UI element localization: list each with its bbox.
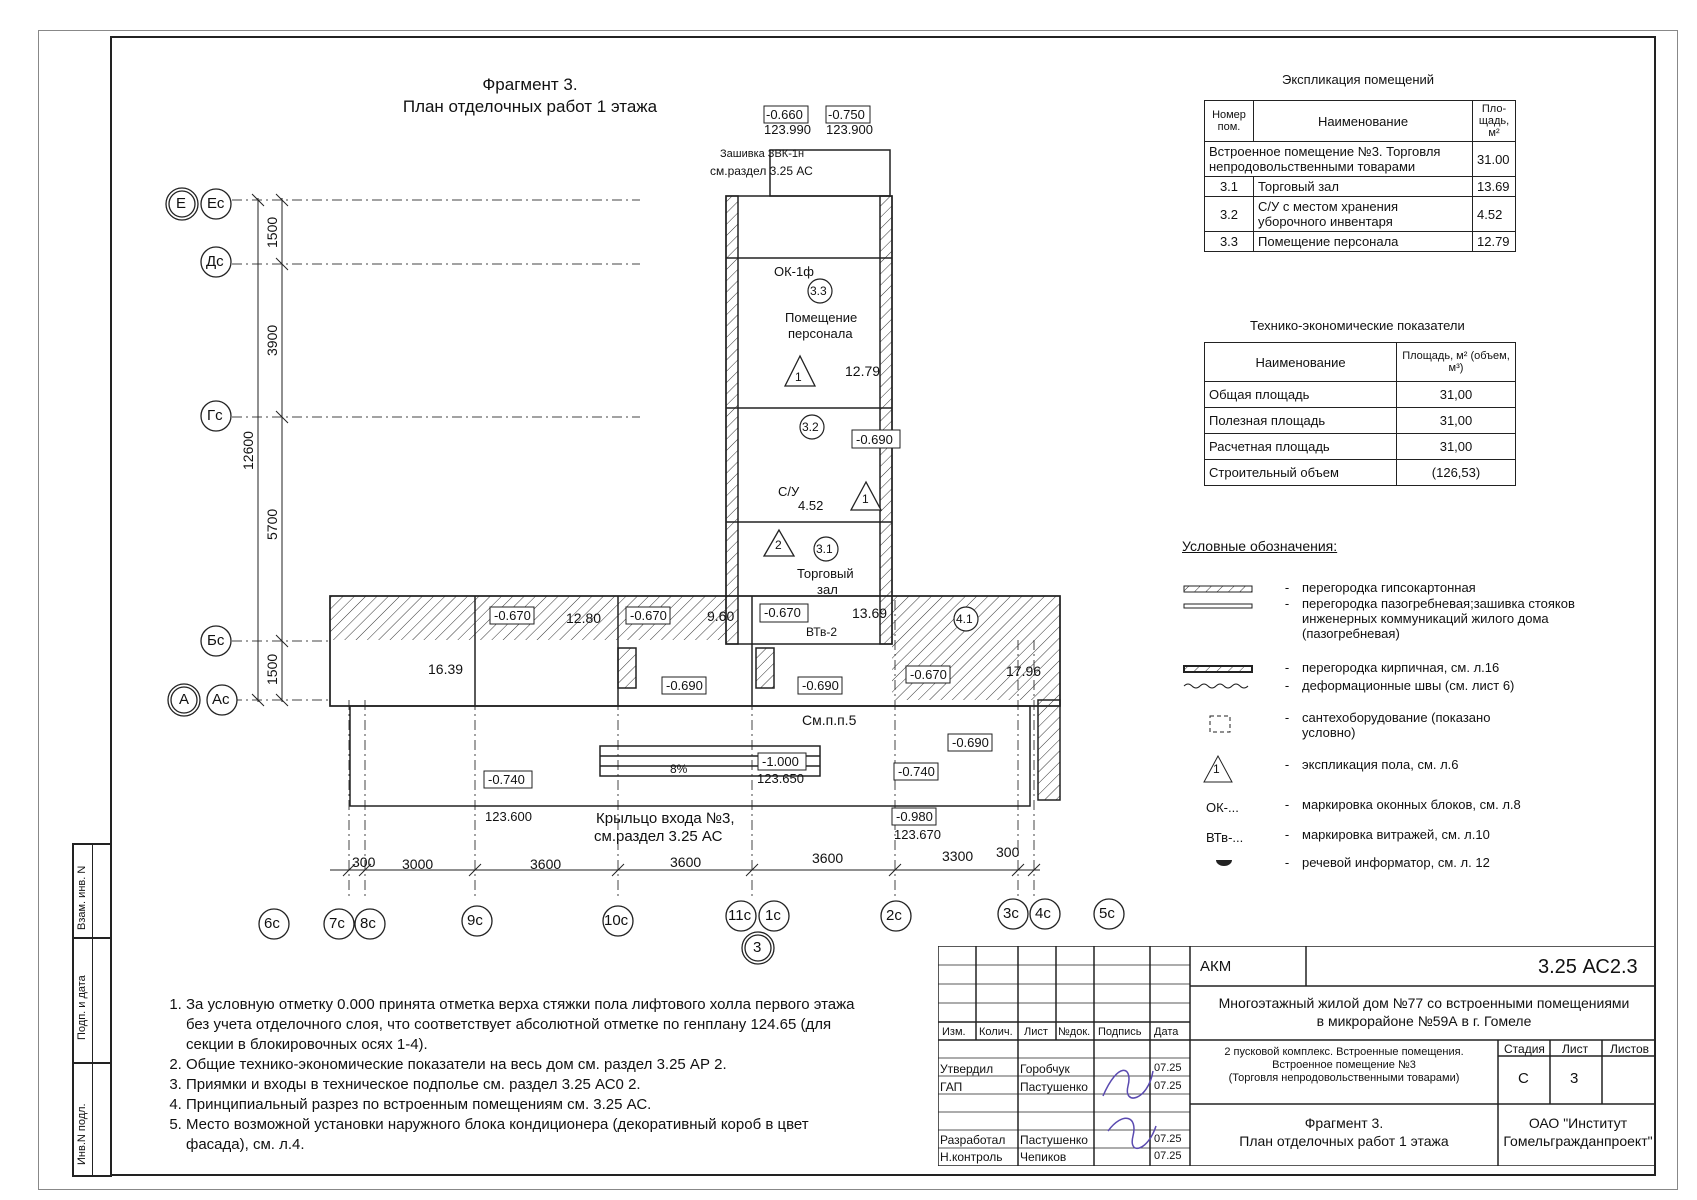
- tep-r2-name: Расчетная площадь: [1205, 434, 1397, 460]
- axis-8c: 8с: [360, 915, 376, 932]
- zashivka-note: Зашивка ЗВК-1н: [720, 148, 805, 160]
- stamp-project-line1: Многоэтажный жилой дом №77 со встроенными помещениями: [1218, 995, 1630, 1011]
- stamp-complex-1: 2 пусковой комплекс. Встроенные помещения.: [1224, 1046, 1464, 1058]
- legend-item: - экспликация пола, см. л.6: [1284, 757, 1459, 772]
- porch-label1: Крыльцо входа №3,: [596, 810, 735, 827]
- stamp-sheet-title-2: План отделочных работ 1 этажа: [1239, 1133, 1449, 1149]
- room-3-2-floor: 1: [862, 492, 869, 506]
- dim-h-3600b: 3600: [670, 854, 702, 870]
- note-1: 1. За условную отметку 0.000 принята отметка верха стяжки пола лифтового холла первого этажа без учета отделочного слоя, что соответствует абсолютной отметке по генплану 124.65 (для секции в блокировочных осях 1-4).: [186, 995, 856, 1055]
- stamp-sheet-title-1: Фрагмент 3.: [1304, 1115, 1384, 1131]
- dim-h-3300: 3300: [942, 848, 974, 864]
- dim-h-3000: 3000: [402, 856, 434, 872]
- table-row: [1205, 142, 1516, 177]
- slope: 8%: [670, 762, 688, 776]
- dim-h-3600a: 3600: [530, 856, 562, 872]
- exp-r2-name: С/У с местом хранения уборочного инвентаря: [1254, 197, 1473, 232]
- stamp-h-sign: Подпись: [1098, 1026, 1142, 1038]
- room-3-1-name1: Торговый: [797, 566, 854, 581]
- side-label-2: Подп. и дата: [76, 975, 88, 1040]
- stamp-role-3: Разработал: [940, 1133, 1006, 1147]
- walls: [330, 150, 1060, 806]
- level-l10: -0.980: [896, 809, 933, 824]
- stamp-stage: С: [1518, 1070, 1529, 1087]
- exp-h-name: Наименование: [1254, 101, 1473, 142]
- level-l5: -0.670: [910, 667, 947, 682]
- legend-text: маркировка оконных блоков, см. л.8: [1302, 797, 1521, 812]
- axis-4c: 4с: [1035, 905, 1051, 922]
- stamp-h-doc: №док.: [1058, 1026, 1091, 1038]
- legend-ok-sym: ОК-...: [1206, 800, 1239, 815]
- tep-r3-val: (126,53): [1397, 460, 1516, 486]
- axis-Es: Ес: [207, 195, 225, 212]
- axis-6c: 6с: [264, 915, 280, 932]
- side-strip-sep2: [72, 1062, 112, 1064]
- axis-9c: 9с: [467, 912, 483, 929]
- explication-table: [1204, 100, 1516, 252]
- axis-11c: 11с: [728, 907, 752, 924]
- side-label-1: Взам. инв. N: [76, 865, 88, 930]
- tep-h-name: Наименование: [1205, 343, 1397, 382]
- title-line2: План отделочных работ 1 этажа: [402, 97, 658, 116]
- stamp-h-izm: Изм.: [942, 1026, 966, 1038]
- stamp-stage-h: Стадия: [1504, 1042, 1545, 1056]
- vitrage-mark: ВТв-2: [806, 625, 838, 639]
- tep-r3-name: Строительный объем: [1205, 460, 1397, 486]
- stamp-code: 3.25 АС2.3: [1538, 956, 1638, 978]
- legend-item: - речевой информатор, см. л. 12: [1284, 855, 1490, 870]
- legend-text: сантехоборудование (показано условно): [1302, 710, 1491, 740]
- dim-h-300a: 300: [352, 854, 376, 870]
- legend-text: экспликация пола, см. л.6: [1302, 757, 1459, 772]
- legend-text: маркировка витражей, см. л.10: [1302, 827, 1490, 842]
- stamp-sheet-h: Лист: [1562, 1042, 1589, 1056]
- table-row: [1205, 460, 1516, 486]
- room-3-2-area: 4.52: [798, 498, 824, 513]
- note-5: 5. Место возможной установки наружного блока кондиционера (декоративный короб в цвет фасада), см. л.4.: [186, 1115, 856, 1155]
- dim-h-3600c: 3600: [812, 850, 844, 866]
- stamp-name-2: Пастушенко: [1020, 1080, 1088, 1094]
- mark-2: -0.750: [828, 107, 865, 122]
- stamp-sheets-h: Листов: [1610, 1042, 1649, 1056]
- level-l7: -1.000: [762, 754, 799, 769]
- note-4: 4. Принципиальный разрез по встроенным помещениям см. 3.25 АС.: [186, 1095, 856, 1115]
- axis-E: Е: [176, 195, 187, 212]
- stamp-org-1: ОАО "Институт: [1528, 1115, 1628, 1131]
- axis-Gs: Гс: [207, 407, 223, 424]
- level-l9: -0.740: [898, 764, 935, 779]
- room-3-1-area: 13.69: [852, 605, 888, 621]
- signature-icon: [1098, 1056, 1158, 1156]
- axis-3c: 3с: [1003, 905, 1019, 922]
- table-row: [1205, 177, 1516, 197]
- room-3-1-floor: 2: [775, 538, 782, 552]
- abs-l10: 123.670: [894, 827, 941, 842]
- axis-Bs: Бс: [207, 632, 225, 649]
- room-3-1-num: 3.1: [816, 542, 833, 556]
- exp-r2-num: 3.2: [1205, 197, 1254, 232]
- dim-v-3900: 3900: [264, 324, 280, 356]
- stamp-role-1: Утвердил: [940, 1062, 994, 1076]
- tep-r0-val: 31,00: [1397, 382, 1516, 408]
- axis-1c: 1с: [765, 907, 781, 924]
- stamp-complex: [1194, 1046, 1494, 1085]
- exp-h-num: Номер пом.: [1205, 101, 1254, 142]
- stamp-name-3: Пастушенко: [1020, 1133, 1088, 1147]
- legend-vt-sym: ВТв-...: [1206, 830, 1244, 845]
- exp-r1-area: 13.69: [1473, 177, 1516, 197]
- legend-caption: Условные обозначения:: [1182, 538, 1338, 554]
- room-3-3-name2: персонала: [788, 326, 853, 341]
- title-block: [938, 946, 1656, 1166]
- stamp-org-2: Гомельгражданпроект": [1503, 1133, 1653, 1149]
- tep-table: [1204, 342, 1516, 486]
- level-l2: -0.670: [630, 608, 667, 623]
- legend-item: - перегородка кирпичная, см. л.16: [1284, 660, 1500, 675]
- porch-label2: см.раздел 3.25 АС: [594, 828, 723, 845]
- area-a1: 12.80: [566, 610, 602, 626]
- area-a3: 16.39: [428, 661, 464, 677]
- notes-list: [146, 995, 856, 1155]
- note-3: 3. Приямки и входы в техническое подполье см. раздел 3.25 АС0 2.: [186, 1075, 856, 1095]
- stamp-role-2: ГАП: [940, 1080, 963, 1094]
- exp-r3-area: 12.79: [1473, 232, 1516, 252]
- legend-item: - сантехоборудование (показано условно): [1272, 710, 1522, 740]
- area-a4: 17.96: [1006, 663, 1042, 679]
- side-label-3: Инв.N подл.: [76, 1103, 88, 1165]
- room-3-1-level: -0.670: [764, 605, 801, 620]
- title-line1: Фрагмент 3.: [482, 75, 578, 94]
- stamp-code-left: АКМ: [1200, 958, 1232, 975]
- legend-item: - перегородка гипсокартонная: [1284, 580, 1476, 595]
- dim-v-12600: 12600: [240, 431, 256, 470]
- stamp-h-list: Лист: [1024, 1026, 1048, 1038]
- exp-r2-area: 4.52: [1473, 197, 1516, 232]
- mark-1: -0.660: [766, 107, 803, 122]
- abs-1: 123.990: [764, 122, 811, 137]
- stamp-date-4: 07.25: [1154, 1150, 1182, 1162]
- stamp-project: [1196, 994, 1652, 1030]
- stamp-org: [1500, 1114, 1656, 1150]
- exp-r1-name: Торговый зал: [1254, 177, 1473, 197]
- stamp-sheet-title: [1194, 1114, 1494, 1150]
- exp-r3-num: 3.3: [1205, 232, 1254, 252]
- legend-text: деформационные швы (см. лист 6): [1302, 678, 1515, 693]
- see-note-5: См.п.п.5: [802, 712, 857, 728]
- abs-2: 123.900: [826, 122, 873, 137]
- table-row: [1205, 197, 1516, 232]
- abs-l8: 123.600: [485, 809, 532, 824]
- table-row: [1205, 382, 1516, 408]
- room-3-2-level: -0.690: [856, 432, 893, 447]
- room-3-2-name: С/У: [778, 484, 800, 499]
- level-l4: -0.690: [802, 678, 839, 693]
- tep-caption: Технико-экономические показатели: [1250, 318, 1465, 333]
- exp-r0-name: Встроенное помещение №3. Торговля непродовольственными товарами: [1205, 142, 1473, 177]
- room-3-3-floor: 1: [795, 370, 802, 384]
- stamp-sheet: 3: [1570, 1070, 1579, 1087]
- tep-h-val: Площадь, м² (объем, м³): [1397, 343, 1516, 382]
- dim-v-1500a: 1500: [264, 216, 280, 248]
- stamp-date-1: 07.25: [1154, 1062, 1182, 1074]
- dim-v-5700: 5700: [264, 508, 280, 540]
- stamp-role-4: Н.контроль: [940, 1150, 1003, 1164]
- dim-h-300b: 300: [996, 844, 1020, 860]
- axis-5c: 5с: [1099, 905, 1115, 922]
- legend-item: - маркировка витражей, см. л.10: [1284, 827, 1490, 842]
- tep-r2-val: 31,00: [1397, 434, 1516, 460]
- tep-r0-name: Общая площадь: [1205, 382, 1397, 408]
- legend-text: перегородка кирпичная, см. л.16: [1302, 660, 1500, 675]
- legend-item: - маркировка оконных блоков, см. л.8: [1284, 797, 1521, 812]
- exp-r1-num: 3.1: [1205, 177, 1254, 197]
- note-2: 2. Общие технико-экономические показатели на весь дом см. раздел 3.25 АР 2.: [186, 1055, 856, 1075]
- legend-text: перегородка пазогребневая;зашивка стояков инженерных коммуникаций жилого дома (пазогребневая): [1302, 596, 1575, 641]
- level-l3: -0.690: [666, 678, 703, 693]
- stamp-project-line2: в микрорайоне №59А в г. Гомеле: [1316, 1013, 1532, 1029]
- stamp-name-1: Горобчук: [1020, 1062, 1070, 1076]
- explication-caption: Экспликация помещений: [1282, 72, 1435, 87]
- axis-Ds: Дс: [206, 253, 224, 270]
- room-4-1-num: 4.1: [956, 612, 973, 626]
- table-row: [1205, 408, 1516, 434]
- axis-3-center: 3: [753, 939, 762, 956]
- legend-text: перегородка гипсокартонная: [1302, 580, 1476, 595]
- stamp-h-date: Дата: [1154, 1026, 1179, 1038]
- zashivka-ref: см.раздел 3.25 АС: [710, 164, 813, 178]
- stamp-date-2: 07.25: [1154, 1080, 1182, 1092]
- exp-r3-name: Помещение персонала: [1254, 232, 1473, 252]
- stamp-date-3: 07.25: [1154, 1133, 1182, 1145]
- exp-r0-area: 31.00: [1473, 142, 1516, 177]
- room-3-3-num: 3.3: [810, 284, 827, 298]
- legend-symbols: [1182, 570, 1262, 900]
- level-l8: -0.740: [488, 772, 525, 787]
- axis-7c: 7с: [329, 915, 345, 932]
- exp-h-area: Пло-щадь, м²: [1473, 101, 1516, 142]
- side-strip-sep1: [72, 937, 112, 939]
- axis-A: А: [179, 691, 190, 708]
- table-row: [1205, 434, 1516, 460]
- table-row: [1205, 232, 1516, 252]
- stamp-complex-3: (Торговля непродовольственными товарами): [1228, 1072, 1460, 1084]
- tep-r1-val: 31,00: [1397, 408, 1516, 434]
- abs-l7: 123.650: [757, 771, 804, 786]
- axis-2c: 2с: [886, 907, 902, 924]
- legend-floor-num: 1: [1213, 762, 1220, 776]
- legend-item: - перегородка пазогребневая;зашивка стояков инженерных коммуникаций жилого дома (пазогребневая): [1272, 596, 1632, 641]
- room-3-2-num: 3.2: [802, 420, 819, 434]
- area-a2: 9.60: [707, 608, 735, 624]
- room-3-3-name1: Помещение: [785, 310, 858, 325]
- level-l6: -0.690: [952, 735, 989, 750]
- room-3-1-name2: зал: [817, 582, 838, 597]
- dim-v-1500b: 1500: [264, 653, 280, 685]
- tep-r1-name: Полезная площадь: [1205, 408, 1397, 434]
- axis-As: Ас: [212, 691, 230, 708]
- room-3-3-area: 12.79: [845, 363, 881, 379]
- legend-text: речевой информатор, см. л. 12: [1302, 855, 1490, 870]
- stamp-h-kol: Колич.: [979, 1026, 1013, 1038]
- level-l1: -0.670: [494, 608, 531, 623]
- legend-item: - деформационные швы (см. лист 6): [1284, 678, 1515, 693]
- stamp-name-4: Чепиков: [1020, 1150, 1067, 1164]
- window-mark: ОК-1ф: [774, 264, 814, 279]
- axis-10c: 10с: [604, 912, 629, 929]
- stamp-complex-2: Встроенное помещение №3: [1272, 1059, 1416, 1071]
- side-strip-divider: [92, 843, 93, 1177]
